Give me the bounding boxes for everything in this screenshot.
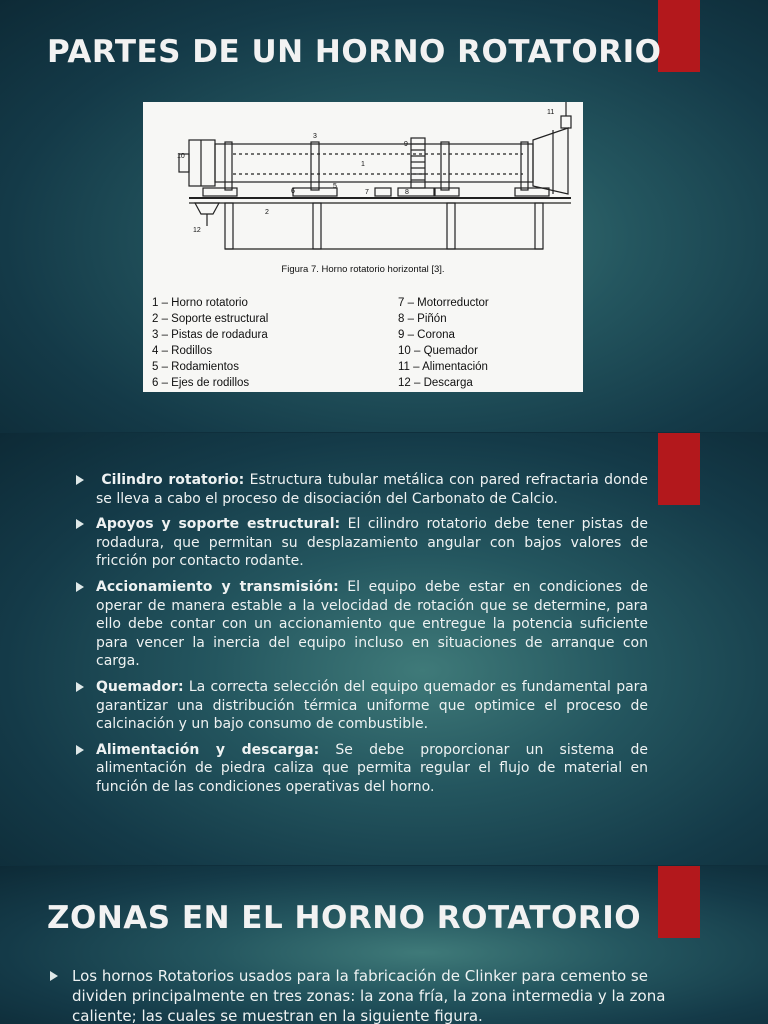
callout-9: 9: [404, 141, 408, 148]
legend-item: 10 – Quemador: [398, 345, 478, 357]
kiln-cylinder: [215, 144, 533, 182]
legend-item: 12 – Descarga: [398, 377, 473, 389]
bullet-term: Cilindro rotatorio:: [101, 472, 245, 488]
slide-title: PARTES DE UN HORNO ROTATORIO: [47, 34, 662, 70]
callout-8: 8: [405, 189, 409, 196]
bullet-term: Alimentación y descarga:: [96, 741, 320, 758]
slide-descriptions: [0, 433, 768, 865]
callout-5: 5: [333, 183, 337, 190]
bullet-text: Estructura tubular metálica con pared refractaria donde se lleva a cabo el proceso de disociación del Carbonato de Calcio.: [96, 472, 649, 507]
legend-item: 1 – Horno rotatorio: [152, 297, 248, 309]
bullet-list: [48, 966, 668, 1024]
accent-bar: [658, 433, 700, 505]
callout-1: 1: [361, 161, 365, 168]
callout-3: 3: [313, 133, 317, 140]
callout-11: 11: [547, 109, 555, 116]
bullet-item: [70, 515, 648, 571]
legend-item: 6 – Ejes de rodillos: [152, 377, 250, 389]
legend-item: 9 – Corona: [398, 329, 455, 341]
kiln-figure: [143, 102, 583, 392]
legend-item: 4 – Rodillos: [152, 345, 213, 357]
bullet-arrow-icon: [76, 682, 84, 692]
accent-bar: [658, 866, 700, 938]
bullet-arrow-icon: [76, 582, 84, 592]
bullet-arrow-icon: [50, 971, 58, 981]
bullet-term: Apoyos y soporte estructural:: [96, 516, 341, 533]
bullet-item: [70, 471, 648, 508]
bullet-text: La correcta selección del equipo quemador es fundamental para garantizar una distribución térmica uniforme que optimice el proceso de calcinación y un bajo consumo de combustible.: [96, 678, 648, 733]
bullet-list: [70, 471, 648, 804]
bullet-item: [70, 678, 648, 734]
accent-bar: [658, 0, 700, 72]
bullet-item: [70, 578, 648, 671]
bullet-item: [70, 741, 648, 797]
bullet-term: Accionamiento y transmisión:: [96, 578, 339, 595]
bullet-text: El cilindro rotatorio debe tener pistas de rodadura, que permitan su desplazamiento angular con bajos valores de fricción por contacto rodante.: [96, 516, 648, 570]
callout-6: 6: [291, 188, 295, 195]
callout-10: 10: [177, 153, 185, 160]
bullet-term: Quemador:: [96, 678, 184, 695]
slide-zones: [0, 866, 768, 1024]
bullet-arrow-icon: [76, 519, 84, 529]
legend-item: 3 – Pistas de rodadura: [152, 329, 268, 341]
legend-left: [152, 295, 268, 391]
legend-item: 11 – Alimentación: [398, 361, 488, 373]
legend-item: 2 – Soporte estructural: [152, 313, 269, 325]
bullet-text: Los hornos Rotatorios usados para la fabricación de Clinker para cemento se dividen principalmente en tres zonas: la zona fría, la zona intermedia y la zona caliente; las cuales se muestran en la siguiente figura.: [72, 967, 666, 1024]
callout-7: 7: [365, 189, 369, 196]
bullet-arrow-icon: [76, 475, 84, 485]
callout-2: 2: [265, 209, 269, 216]
legend-item: 8 – Piñón: [398, 313, 447, 325]
figure-caption: Figura 7. Horno rotatorio horizontal [3].: [281, 264, 445, 275]
slide-title: ZONAS EN EL HORNO ROTATORIO: [47, 900, 642, 936]
bullet-arrow-icon: [76, 745, 84, 755]
slide-parts: [0, 0, 768, 432]
bullet-text: Se debe proporcionar un sistema de alimentación de piedra caliza que permita regular el flujo de material en función de las condiciones operativas del horno.: [96, 741, 649, 795]
legend-item: 7 – Motorreductor: [398, 297, 489, 309]
legend-item: 5 – Rodamientos: [152, 361, 239, 373]
legend-right: [398, 295, 489, 391]
callout-12: 12: [193, 227, 201, 234]
bullet-item: [48, 966, 668, 1024]
kiln-diagram: [143, 102, 583, 262]
bullet-text: El equipo debe estar en condiciones de operar de manera estable a la velocidad de rotación que se determine, para ello debe contar con un accionamiento que entregue la potencia suficiente para vencer la inercia del equipo incluso en situaciones de arranque con carga.: [96, 578, 649, 670]
